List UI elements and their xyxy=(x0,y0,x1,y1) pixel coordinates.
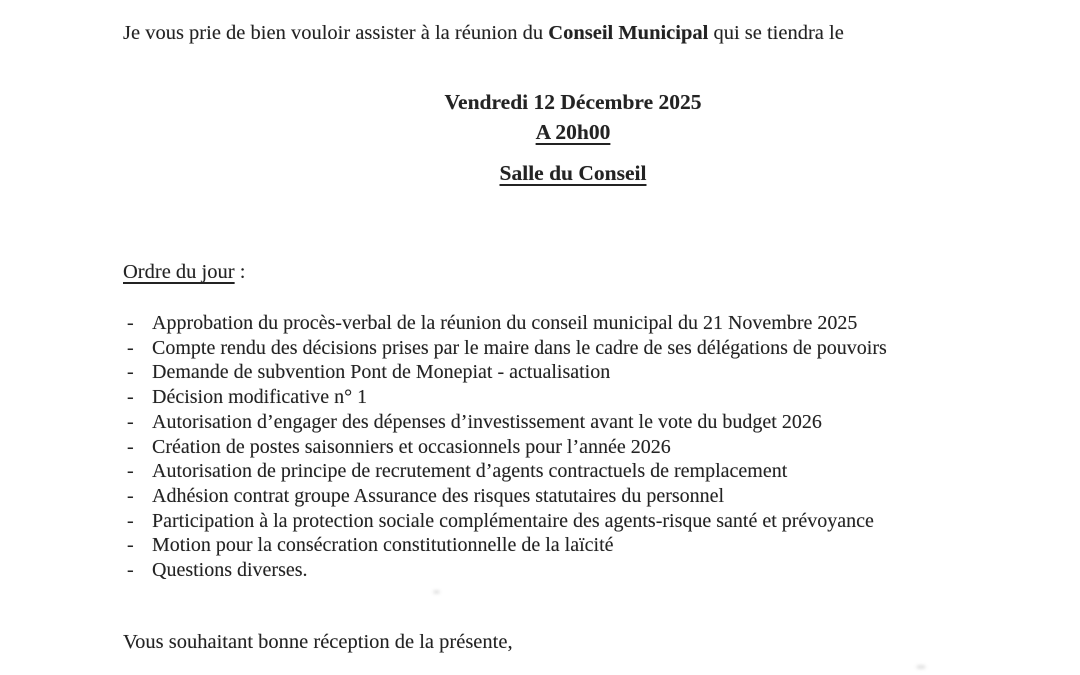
agenda-item xyxy=(127,385,987,410)
agenda-item-text: Demande de subvention Pont de Monepiat - actualisation xyxy=(152,361,611,384)
dash-bullet: - xyxy=(127,484,134,507)
agenda-item xyxy=(127,509,987,534)
agenda-item-text: Compte rendu des décisions prises par le maire dans le cadre de ses délégations de pouvoirs xyxy=(152,336,887,359)
agenda-heading-text: Ordre du jour xyxy=(123,261,235,283)
scan-smudge xyxy=(916,665,926,669)
agenda-item xyxy=(127,410,987,435)
intro-text-prefix: Je vous prie de bien vouloir assister à la réunion du xyxy=(123,22,549,44)
dash-bullet: - xyxy=(127,559,134,582)
dash-bullet: - xyxy=(127,386,134,409)
agenda-item xyxy=(127,484,987,509)
agenda-item-text: Participation à la protection sociale complémentaire des agents-risque santé et prévoyance xyxy=(152,509,874,532)
agenda-item xyxy=(127,360,987,385)
meeting-time: A 20h00 xyxy=(535,120,611,144)
dash-bullet: - xyxy=(127,435,134,458)
intro-paragraph xyxy=(123,20,953,46)
agenda-item-text: Approbation du procès-verbal de la réunion du conseil municipal du 21 Novembre 2025 xyxy=(152,312,858,334)
dash-bullet: - xyxy=(127,312,134,334)
dash-bullet: - xyxy=(127,361,134,384)
closing-line: Vous souhaitant bonne réception de la présente, xyxy=(123,631,513,653)
meeting-datetime-block xyxy=(66,87,1080,147)
intro-text-suffix: qui se tiendra le xyxy=(708,22,844,44)
agenda-list xyxy=(127,311,987,583)
agenda-item-text: Questions diverses. xyxy=(152,559,308,582)
intro-text-emphasis: Conseil Municipal xyxy=(548,22,709,44)
agenda-item xyxy=(127,459,987,484)
agenda-item xyxy=(127,558,987,583)
agenda-item xyxy=(127,336,987,361)
agenda-item-text: Création de postes saisonniers et occasionnels pour l’année 2026 xyxy=(152,435,671,458)
agenda-item-text: Décision modificative n° 1 xyxy=(152,386,368,409)
agenda-item xyxy=(127,533,987,558)
agenda-item-text: Autorisation de principe de recrutement d’agents contractuels de remplacement xyxy=(152,460,788,483)
meeting-location-block xyxy=(66,161,1080,186)
dash-bullet: - xyxy=(127,509,134,532)
dash-bullet: - xyxy=(127,410,134,433)
agenda-heading-colon: : xyxy=(234,261,246,283)
meeting-date: Vendredi 12 Décembre 2025 xyxy=(444,90,702,114)
agenda-item-text: Motion pour la consécration constitutionnelle de la laïcité xyxy=(152,534,614,557)
agenda-heading xyxy=(123,261,245,284)
dash-bullet: - xyxy=(127,534,134,557)
agenda-item-text: Adhésion contrat groupe Assurance des risques statutaires du personnel xyxy=(152,484,725,507)
dash-bullet: - xyxy=(127,460,134,483)
scan-smudge xyxy=(433,590,440,594)
agenda-item xyxy=(127,435,987,460)
dash-bullet: - xyxy=(127,336,134,359)
meeting-location: Salle du Conseil xyxy=(499,161,647,185)
agenda-item-text: Autorisation d’engager des dépenses d’investissement avant le vote du budget 2026 xyxy=(152,410,822,433)
agenda-item xyxy=(127,311,987,336)
